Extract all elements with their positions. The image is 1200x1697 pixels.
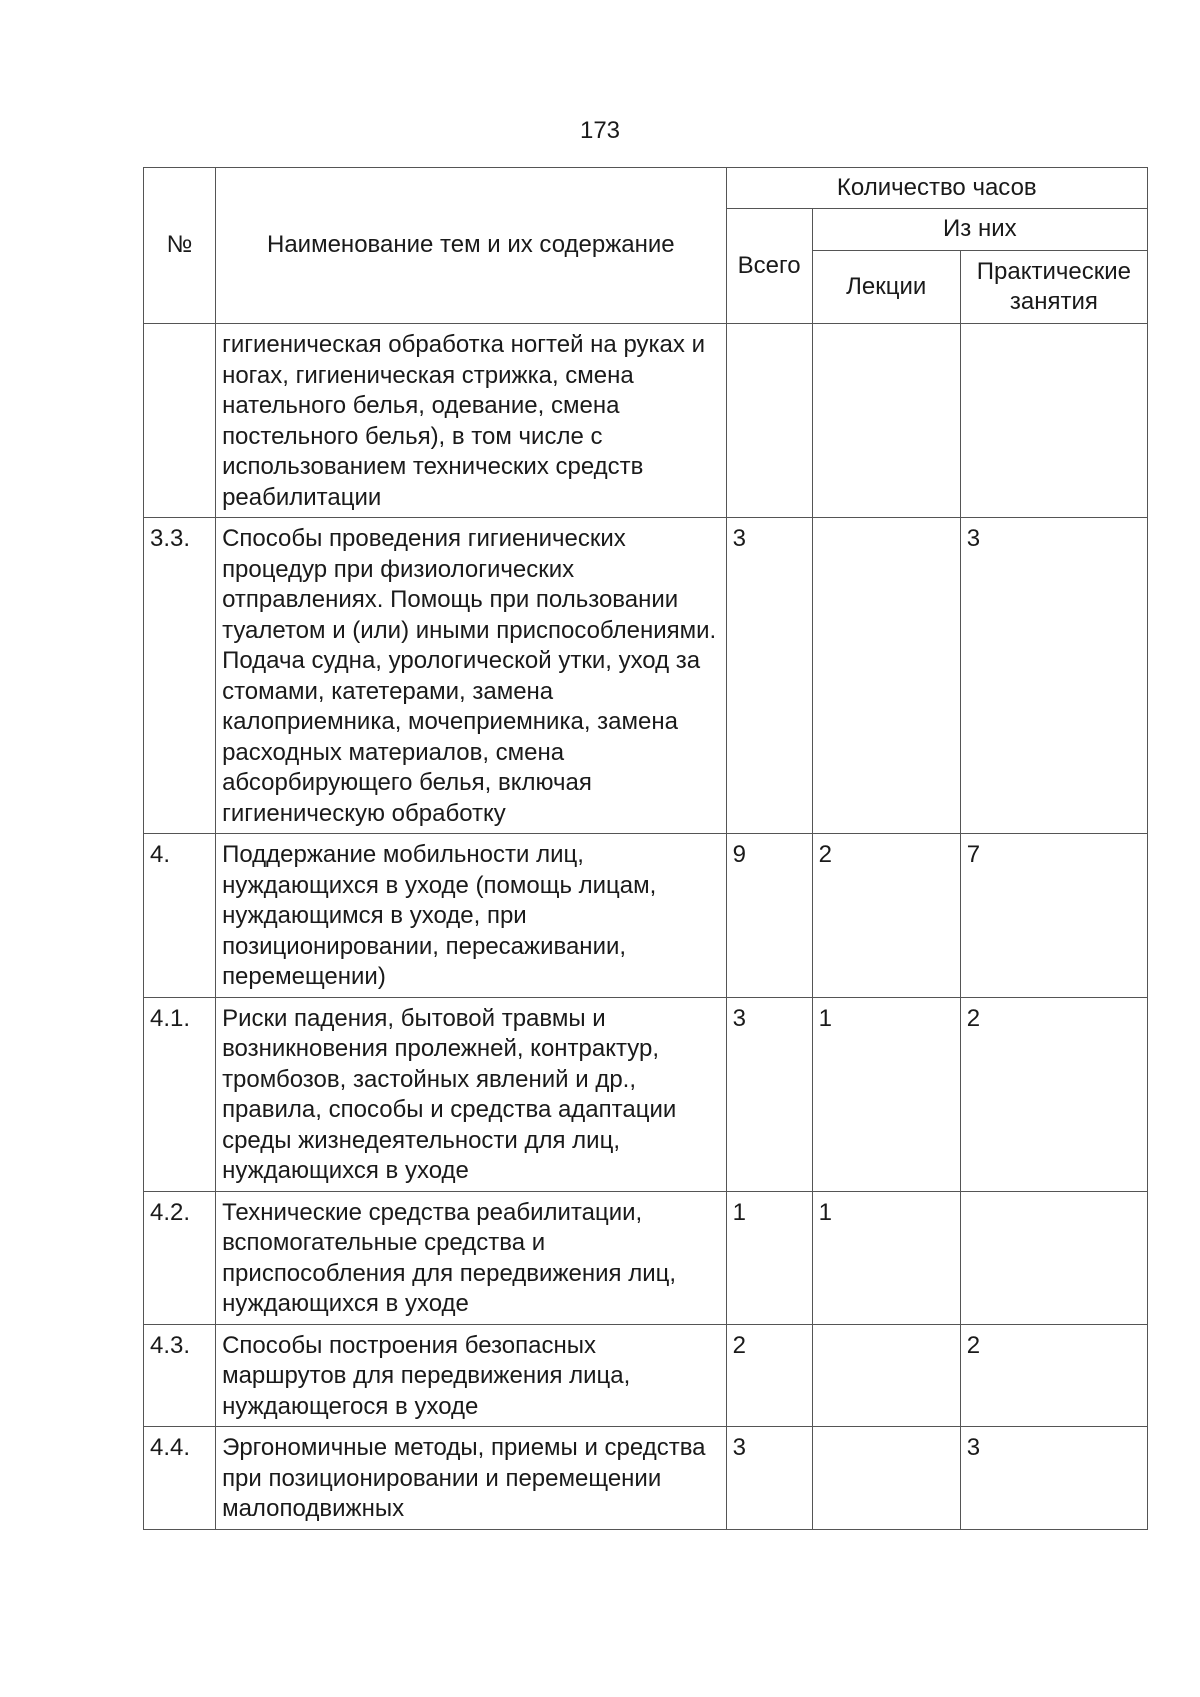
row-number: 4. [144,834,216,998]
table-row [144,834,1148,998]
row-practical: 7 [960,834,1147,998]
row-total: 2 [726,1324,812,1427]
row-number: 3.3. [144,518,216,834]
table-row [144,518,1148,834]
page-number: 173 [579,117,621,144]
row-topic: гигиеническая обработка ногтей на руках и ногах, гигиеническая стрижка, смена нательного белья, одевание, смена постельного белья), в том числе с использованием технических средств реабилитации [216,324,727,518]
row-practical [960,1191,1147,1324]
row-total: 3 [726,518,812,834]
row-topic: Поддержание мобильности лиц, нуждающихся в уходе (помощь лицам, нуждающимся в уходе, при позиционировании, пересаживании, перемещении) [216,834,727,998]
table-row [144,997,1148,1191]
row-total: 3 [726,1427,812,1530]
row-practical: 3 [960,518,1147,834]
row-lectures [812,518,960,834]
curriculum-table [143,167,1148,1530]
table-row [144,324,1148,518]
row-topic: Способы проведения гигиенических процедур при физиологических отправлениях. Помощь при пользовании туалетом и (или) иными приспособлениями. Подача судна, урологической утки, уход за стомами, катетерами, замена калоприемника, мочеприемника, замена расходных материалов, смена абсорбирующего белья, включая гигиеническую обработку [216,518,727,834]
row-lectures [812,1324,960,1427]
table-row [144,1427,1148,1530]
table-header [144,168,1148,324]
table-row [144,1324,1148,1427]
header-lectures: Лекции [812,251,960,324]
row-number: 4.3. [144,1324,216,1427]
row-practical: 2 [960,997,1147,1191]
row-lectures: 1 [812,997,960,1191]
row-total: 1 [726,1191,812,1324]
row-topic: Риски падения, бытовой травмы и возникновения пролежней, контрактур, тромбозов, застойных явлений и др., правила, способы и средства адаптации среды жизнедеятельности для лиц, нуждающихся в уходе [216,997,727,1191]
row-lectures: 2 [812,834,960,998]
row-number: 4.1. [144,997,216,1191]
row-topic: Технические средства реабилитации, вспомогательные средства и приспособления для передвижения лиц, нуждающихся в уходе [216,1191,727,1324]
table-row [144,1191,1148,1324]
row-number: 4.2. [144,1191,216,1324]
row-total [726,324,812,518]
row-lectures [812,1427,960,1530]
row-practical: 2 [960,1324,1147,1427]
header-practical: Практические занятия [960,251,1147,324]
row-topic: Эргономичные методы, приемы и средства при позиционировании и перемещении малоподвижных [216,1427,727,1530]
header-of-which: Из них [812,209,1147,251]
row-total: 3 [726,997,812,1191]
row-lectures: 1 [812,1191,960,1324]
header-number: № [144,168,216,324]
row-lectures [812,324,960,518]
row-number [144,324,216,518]
header-topic: Наименование тем и их содержание [216,168,727,324]
row-practical: 3 [960,1427,1147,1530]
row-total: 9 [726,834,812,998]
row-number: 4.4. [144,1427,216,1530]
header-total: Всего [726,209,812,324]
header-hours: Количество часов [726,168,1147,209]
row-topic: Способы построения безопасных маршрутов для передвижения лица, нуждающегося в уходе [216,1324,727,1427]
row-practical [960,324,1147,518]
